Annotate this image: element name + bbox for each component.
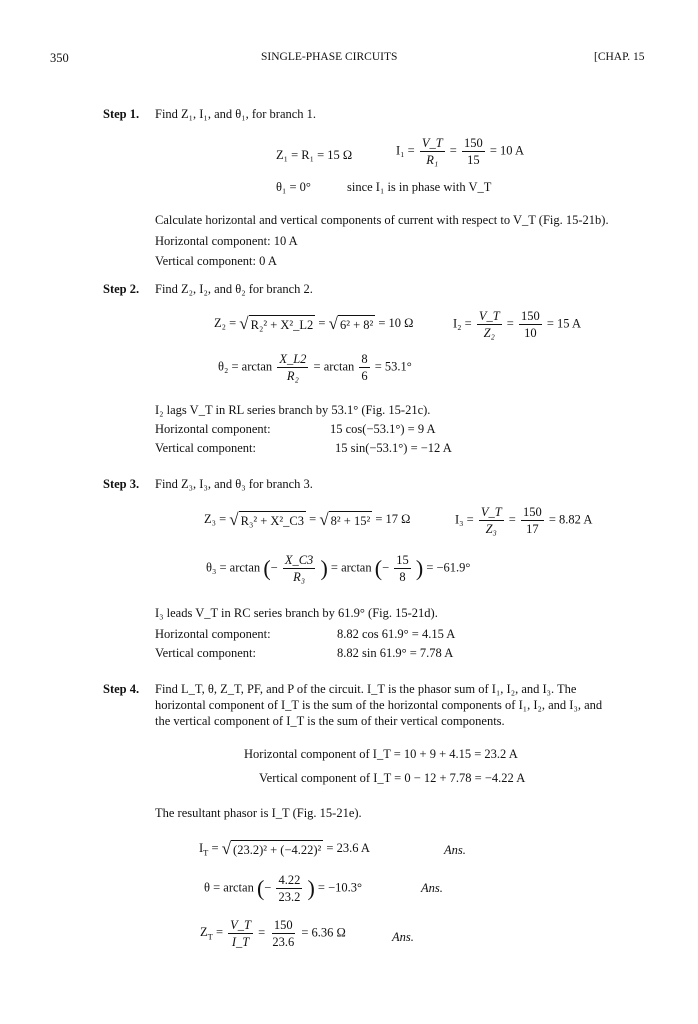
step1-vertical: Vertical component: 0 A <box>155 254 277 268</box>
step1-i1-equation: I₁ = $\frac{V\_T}{\text{R₁}}$ = $\frac{150}{15}$ = 10 A <box>396 136 524 167</box>
step2-theta2-equation: θ₂ = arctan $\frac{X\_L2}{\text{R₂}}$ = arctan $\frac{8}{6}$ = 53.1° <box>218 352 412 383</box>
step1-calc-text: Calculate horizontal and vertical components of current with respect to V_T (Fig. 15-21b). <box>155 213 609 227</box>
step2-v-value: 15 sin(−53.1°) = −12 A <box>335 441 452 455</box>
sqrt: √ 6² + 8² <box>328 314 374 333</box>
step3-label: Step 3. <box>103 477 140 491</box>
step1-intro: Find Z₁, I₁, and θ₁, for branch 1. <box>155 107 317 121</box>
step3-h-label: Horizontal component: <box>155 627 271 641</box>
sqrt: √ R₃² + X²_C3 <box>229 510 304 529</box>
answer-label: Ans. <box>444 843 466 857</box>
step3-theta3-equation: θ₃ = arctan (− $\frac{X\_C3}{\text{R₃}}$ ) = arctan (− $\frac{15}{8}$ ) = −61.9° <box>206 553 471 584</box>
fraction: $\frac{V\_T}{\text{Z₃}}$ <box>480 505 502 536</box>
fraction: $\frac{V\_T}{I\_T}$ <box>230 918 251 949</box>
answer-label: Ans. <box>392 930 414 944</box>
step4-paragraph-line3: the vertical component of I_T is the sum of their vertical components. <box>155 714 505 728</box>
i1-result: = 10 A <box>489 143 524 158</box>
step3-z3-equation: Z₃ = √ R₃² + X²_C3 = √ 8² + 15² = 17 Ω <box>204 510 411 529</box>
step1-z1-equation: Z₁ = R₁ = 15 Ω <box>276 148 353 162</box>
step3-h-value: 8.82 cos 61.9° = 4.15 A <box>337 627 456 641</box>
fraction: $\frac{X\_L2}{\text{R₂}}$ <box>279 352 307 383</box>
step1-horizontal: Horizontal component: 10 A <box>155 234 298 248</box>
step4-zt-equation: $Z_T$ = $\frac{V\_T}{I\_T}$ = $\frac{150}{23.6}$ = 6.36 Ω <box>200 918 346 949</box>
step2-z2-equation: Z₂ = √ R₂² + X²_L2 = √ 6² + 8² = 10 Ω <box>214 314 414 333</box>
step4-theta-equation: θ = arctan (− $\frac{4.22}{23.2}$ ) = −10.3° <box>204 873 363 904</box>
step4-paragraph-line2: horizontal component of I_T is the sum of the horizontal components of I₁, I₂, and I₃, and <box>155 698 603 712</box>
step3-intro: Find Z₃, I₃, and θ₃ for branch 3. <box>155 477 313 491</box>
step4-paragraph-line1: Find L_T, θ, Z_T, PF, and P of the circuit. I_T is the phasor sum of I₁, I₂, and I₃. The <box>155 682 577 696</box>
step4-it-equation: $I_T$ = √ (23.2)² + (−4.22)² = 23.6 A <box>199 839 370 858</box>
step2-h-value: 15 cos(−53.1°) = 9 A <box>330 422 436 436</box>
step1-label: Step 1. <box>103 107 140 121</box>
step3-v-label: Vertical component: <box>155 646 257 660</box>
sqrt: √ (23.2)² + (−4.22)² <box>221 839 322 858</box>
step2-i2-equation: I₂ = $\frac{V\_T}{\text{Z₂}}$ = $\frac{150}{10}$ = 15 A <box>453 309 581 340</box>
running-title: SINGLE-PHASE CIRCUITS <box>261 51 398 63</box>
step1-theta1-reason: since I₁ is in phase with V_T <box>347 180 492 194</box>
page-number: 350 <box>50 51 69 65</box>
step2-h-label: Horizontal component: <box>155 422 271 436</box>
sqrt: √ 8² + 15² <box>319 510 371 529</box>
step2-label: Step 2. <box>103 282 140 296</box>
fraction: $\frac{8}{6}$ <box>361 352 368 383</box>
step4-label: Step 4. <box>103 682 140 696</box>
answer-label: Ans. <box>421 881 443 895</box>
step3-i3-equation: I₃ = $\frac{V\_T}{\text{Z₃}}$ = $\frac{150}{17}$ = 8.82 A <box>455 505 593 536</box>
fraction: $\frac{V\_T}{\text{Z₂}}$ <box>478 309 500 340</box>
step4-resultant-text: The resultant phasor is I_T (Fig. 15-21e). <box>155 806 362 820</box>
fraction: $\frac{4.22}{23.2}$ <box>278 873 301 904</box>
step2-intro: Find Z₂, I₂, and θ₂ for branch 2. <box>155 282 313 296</box>
step3-lead-text: I₃ leads V_T in RC series branch by 61.9° (Fig. 15-21d). <box>155 606 438 620</box>
chapter-label: [CHAP. 15 <box>594 51 645 63</box>
step3-v-value: 8.82 sin 61.9° = 7.78 A <box>337 646 454 660</box>
fraction: $\frac{15}{8}$ <box>396 553 409 584</box>
step4-horizontal-sum: Horizontal component of I_T = 10 + 9 + 4.15 = 23.2 A <box>244 747 518 761</box>
fraction: $\frac{X\_C3}{\text{R₃}}$ <box>284 553 314 584</box>
fraction: $\frac{V\_T}{\text{R₁}}$ <box>421 136 443 167</box>
fraction: $\frac{150}{15}$ <box>463 136 483 167</box>
fraction: $\frac{150}{10}$ <box>520 309 540 340</box>
step2-v-label: Vertical component: <box>155 441 257 455</box>
fraction: $\frac{150}{23.6}$ <box>272 918 295 949</box>
i1-lhs: I₁ = <box>396 143 415 158</box>
sqrt: √ R₂² + X²_L2 <box>239 314 314 333</box>
step4-vertical-sum: Vertical component of I_T = 0 − 12 + 7.78 = −4.22 A <box>259 771 526 785</box>
step1-theta1: θ₁ = 0° <box>276 180 311 194</box>
step2-lag-text: I₂ lags V_T in RL series branch by 53.1° (Fig. 15-21c). <box>155 403 431 417</box>
fraction: $\frac{150}{17}$ <box>522 505 542 536</box>
